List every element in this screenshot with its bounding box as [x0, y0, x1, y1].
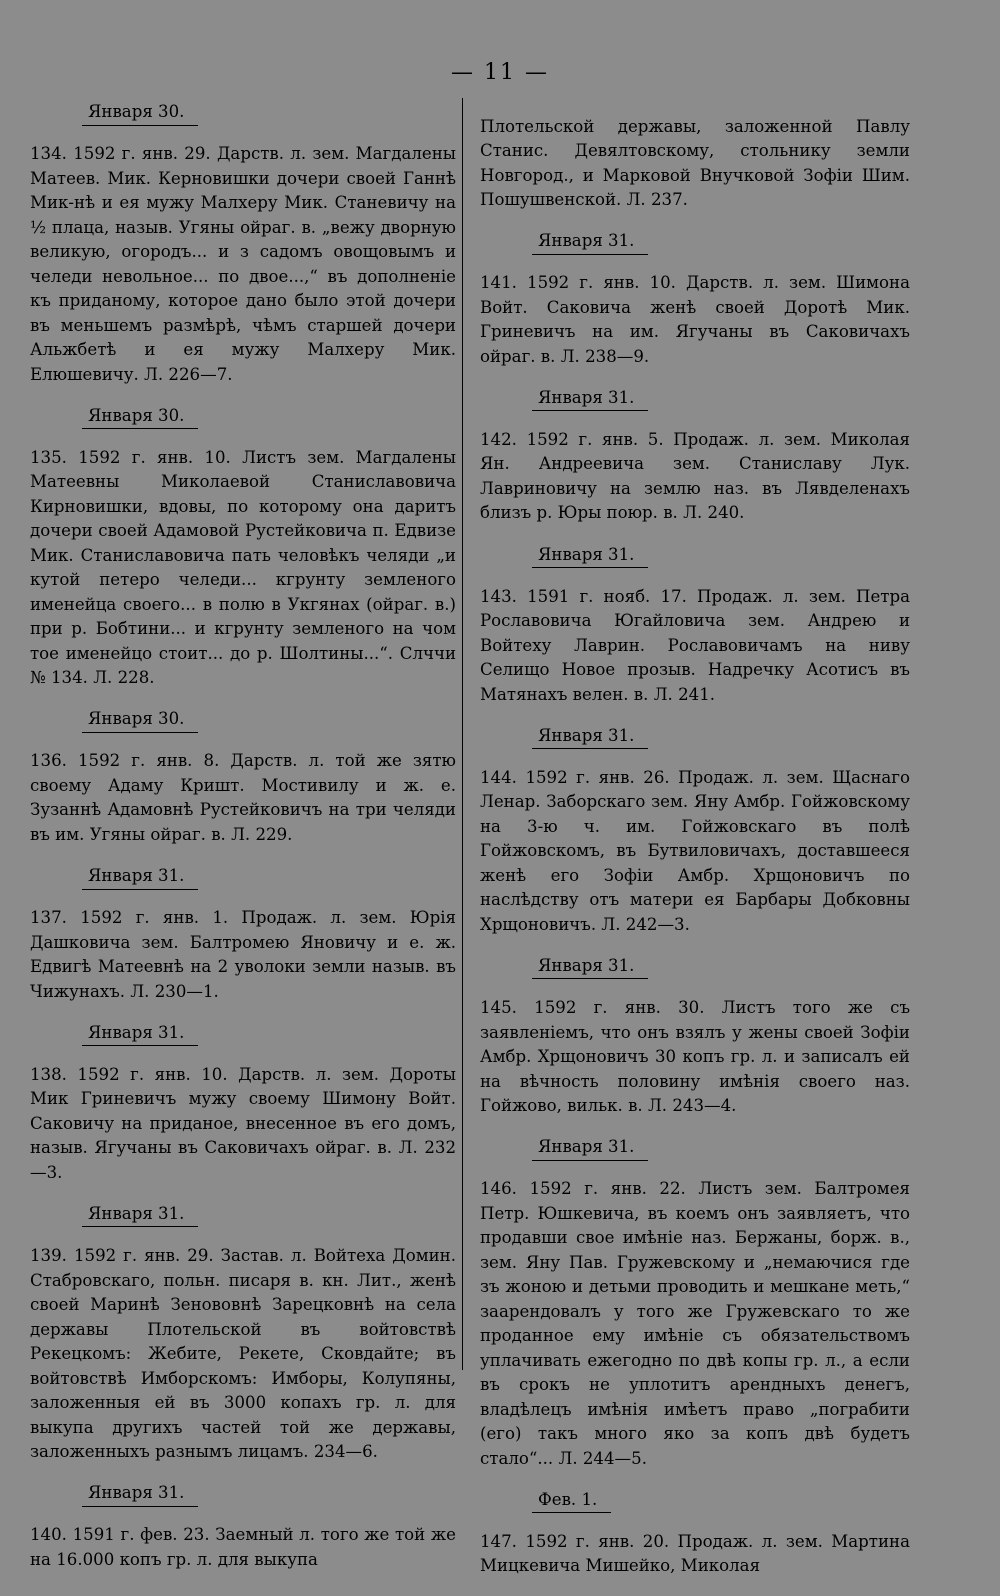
entry-text: 134. 1592 г. янв. 29. Дарств. л. зем. Магдалены Матеев. Мик. Керновишки дочери своей Ганнѣ Мик-нѣ и ея мужу Малхеру Мик. Станевичу на ½ плаца, назыв. Угяны ойраг. в. „вежу дворную великую, огородъ... и з садомъ овощовымъ и челеди невольное... по двое...,“ въ дополненіе къ приданому, которое дано было этой дочери въ меньшемъ размѣрѣ, чѣмъ старшей дочери Альжбетѣ и ея мужу Малхеру Мик. Елюшевичу. Л. 226—7.: [30, 144, 456, 384]
date-label: Фев. 1.: [532, 1488, 611, 1514]
date-label: Января 30.: [82, 100, 198, 126]
entry-text: Плотельской державы, заложенной Павлу Станис. Девялтовскому, стольнику земли Новгород., и Марковой Внучковой Зофіи Шим. Пошушвенской. Л. 237.: [480, 116, 910, 210]
date-label: Января 31.: [532, 724, 648, 750]
entry-date: [30, 1202, 456, 1228]
date-label: Января 30.: [82, 404, 198, 430]
entry-text: 147. 1592 г. янв. 20. Продаж. л. зем. Мартина Мицкевича Мишейко, Миколая: [480, 1531, 910, 1576]
entry-date: [30, 707, 456, 733]
entry-date: [30, 404, 456, 430]
entry-block: [480, 724, 910, 938]
entry-date: [30, 1021, 456, 1047]
date-label: Января 31.: [532, 386, 648, 412]
entry-text: 140. 1591 г. фев. 23. Заемный л. того же той же на 16.000 копъ гр. л. для выкупа: [30, 1525, 456, 1569]
entry-date: [480, 543, 910, 569]
entry-block: [480, 115, 910, 213]
entry-block: [480, 543, 910, 708]
date-label: Января 31.: [82, 864, 198, 890]
entry-date: [30, 864, 456, 890]
left-column: [30, 98, 456, 1589]
entry-date: [480, 386, 910, 412]
date-label: Января 30.: [82, 707, 198, 733]
right-column: [480, 98, 910, 1596]
entry-block: [30, 707, 456, 847]
date-label: Января 31.: [82, 1202, 198, 1228]
entry-text: 138. 1592 г. янв. 10. Дарств. л. зем. Дороты Мик Гриневичъ мужу своему Шимону Войт. Саковичу на приданое, внесенное въ его домъ, назыв. Ягучаны въ Саковичахъ ойраг. в. Л. 232—3.: [30, 1064, 456, 1182]
date-label: Января 31.: [82, 1021, 198, 1047]
entry-block: [480, 386, 910, 526]
entry-text: 144. 1592 г. янв. 26. Продаж. л. зем. Щаснаго Ленар. Заборскаго зем. Яну Амбр. Гойжовскому на 3-ю ч. им. Гойжовскаго въ полѣ Гойжовскомъ, въ Бутвиловичахъ, доставшееся женѣ его Зофіи Амбр. Хрщоновичъ по наслѣдству отъ матери ея Барбары Добковны Хрщоновичъ. Л. 242—3.: [480, 767, 910, 934]
date-label: Января 31.: [532, 1135, 648, 1161]
entry-block: [30, 404, 456, 691]
entry-block: [30, 1481, 456, 1572]
entry-date: [480, 724, 910, 750]
entry-text: 135. 1592 г. янв. 10. Листъ зем. Магдалены Матеевны Миколаевой Станиславовича Кирновишки, вдовы, по которому она даритъ дочери своей Адамовой Рустейковича п. Едвизе Мик. Станиславовича пать человѣкъ челяди „и кутой петеро челеди... кгрунту земленого именейца своего... в полю в Укгянах (ойраг. в.) при р. Бобтини... и кгрунту земленого на чом тое именейцо стоит... до р. Шолтины...“. Слччи № 134. Л. 228.: [30, 447, 456, 688]
entry-block: [30, 1202, 456, 1465]
date-label: Января 31.: [532, 229, 648, 255]
entry-date: [30, 1481, 456, 1507]
entry-text: 143. 1591 г. нояб. 17. Продаж. л. зем. Петра Рославовича Югайловича зем. Андрею и Войтеху Лаврин. Рославовичамъ на ниву Селищо Новое прозыв. Надречку Асотисъ въ Матянахъ велен. в. Л. 241.: [480, 586, 910, 704]
entry-block: [480, 1488, 910, 1579]
entry-text: 146. 1592 г. янв. 22. Листъ зем. Балтромея Петр. Юшкевича, въ коемъ онъ заявляетъ, что продавши свое имѣніе наз. Бержаны, борж. в., зем. Яну Пав. Гружевскому и „немаючися где зъ жоною и детьми проводить и мешкане меть,“ заарендовалъ у того же Гружевскаго то же проданное ему имѣніе съ обязательствомъ уплачивать ежегодно по двѣ копы гр. л., а если въ срокъ не уплотитъ арендныхъ денегъ, владѣлецъ имѣнія имѣетъ право „пограбити (его) такъ много яко за копъ двѣ будетъ стало“... Л. 244—5.: [480, 1179, 910, 1468]
entry-date: [480, 1135, 910, 1161]
entry-text: 142. 1592 г. янв. 5. Продаж. л. зем. Миколая Ян. Андреевича зем. Станиславу Лук. Лавриновичу на землю наз. въ Лявделенахъ близъ р. Юры поюр. в. Л. 240.: [480, 429, 910, 523]
entry-block: [30, 100, 456, 387]
date-label: Января 31.: [82, 1481, 198, 1507]
column-divider: [462, 98, 463, 1370]
entry-block: [30, 864, 456, 1004]
entry-text: 141. 1592 г. янв. 10. Дарств. л. зем. Шимона Войт. Саковича женѣ своей Доротѣ Мик. Гриневичъ на им. Ягучаны въ Саковичахъ ойраг. в. Л. 238—9.: [480, 273, 910, 366]
entry-text: 136. 1592 г. янв. 8. Дарств. л. той же зятю своему Адаму Кришт. Мостивилу и ж. е. Зузаннѣ Адамовнѣ Рустейковичъ на три челяди въ им. Угяны ойраг. в. Л. 229.: [30, 751, 456, 844]
entry-date: [30, 100, 456, 126]
entry-date: [480, 1488, 910, 1514]
entry-block: [30, 1021, 456, 1186]
entry-block: [480, 229, 910, 369]
entry-text: 145. 1592 г. янв. 30. Листъ того же съ заявленіемъ, что онъ взялъ у жены своей Зофіи Амбр. Хрщоновичъ 30 копъ гр. л. и записалъ ей на вѣчность половину имѣнія своего наз. Гойжово, вильк. в. Л. 243—4.: [480, 998, 910, 1116]
entry-block: [480, 1135, 910, 1471]
page-number: — 11 —: [451, 60, 549, 85]
entry-date: [480, 954, 910, 980]
entry-date: [480, 229, 910, 255]
date-label: Января 31.: [532, 954, 648, 980]
entry-block: [480, 954, 910, 1119]
entry-text: 137. 1592 г. янв. 1. Продаж. л. зем. Юрія Дашковича зем. Балтромею Яновичу и е. ж. Едвигѣ Матеевнѣ на 2 уволоки земли назыв. въ Чижунахъ. Л. 230—1.: [30, 908, 456, 1001]
entry-text: 139. 1592 г. янв. 29. Застав. л. Войтеха Домин. Стабровскаго, польн. писаря в. кн. Лит., женѣ своей Маринѣ Зенововнѣ Зарецковнѣ на села державы Плотельской въ войтовствѣ Рекецкомъ: Жебите, Рекете, Сковдайте; въ войтовствѣ Имборскомъ: Имборы, Колупяны, заложенныя ей въ 3000 копахъ гр. л. для выкупа другихъ частей той же державы, заложенныхъ разнымъ лицамъ. 234—6.: [30, 1246, 456, 1462]
date-label: Января 31.: [532, 543, 648, 569]
